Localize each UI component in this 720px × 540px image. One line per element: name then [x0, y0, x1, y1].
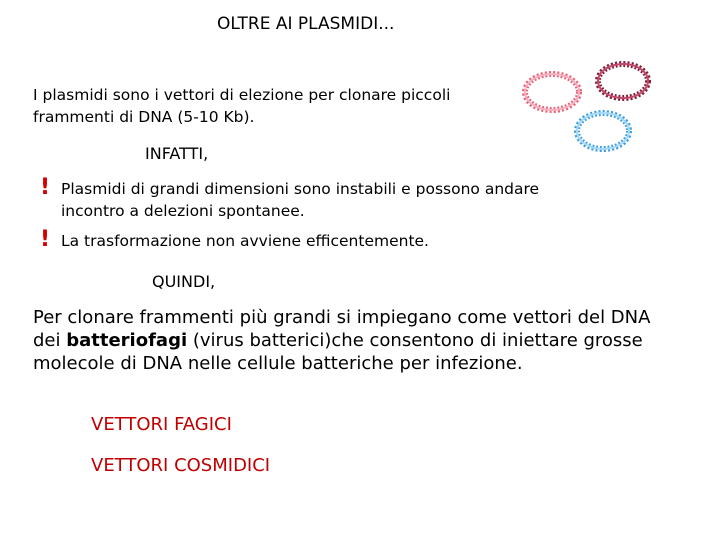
- intro-line-1: I plasmidi sono i vettori di elezione per clonare piccoli: [33, 86, 451, 104]
- paragraph-line-3: molecole di DNA nelle cellule batteriche per infezione.: [33, 353, 523, 374]
- main-paragraph: [33, 306, 650, 375]
- plasmids-illustration: [520, 56, 670, 160]
- paragraph-line-2-post: (virus batterici)che consentono di iniettare grosse: [187, 330, 643, 351]
- bullet-1-line-1: Plasmidi di grandi dimensioni sono instabili e possono andare: [61, 180, 540, 198]
- bullet-item-1: [61, 178, 539, 222]
- batteriofagi-term: batteriofagi: [66, 330, 188, 351]
- exclamation-icon: !: [40, 227, 51, 252]
- bullet-item-2: [61, 230, 429, 252]
- bullet-1-line-2: incontro a delezioni spontanee.: [61, 202, 305, 220]
- infatti-label: INFATTI,: [145, 144, 209, 163]
- paragraph-line-1: Per clonare frammenti più grandi si impiegano come vettori del DNA: [33, 307, 651, 328]
- paragraph-line-2-pre: dei: [33, 330, 67, 351]
- plasmid-dark-icon: [598, 64, 648, 98]
- intro-text: [33, 84, 450, 128]
- quindi-label: QUINDI,: [152, 272, 216, 291]
- plasmid-pink-icon: [525, 74, 579, 110]
- bullet-2-line-1: La trasformazione non avviene efficentemente.: [61, 232, 429, 250]
- vettori-fagici-heading: VETTORI FAGICI: [91, 414, 232, 435]
- plasmid-blue-icon: [577, 113, 629, 149]
- page-title: OLTRE AI PLASMIDI...: [217, 14, 395, 34]
- paragraph-line-2: [33, 329, 650, 352]
- exclamation-icon: !: [40, 175, 51, 200]
- vettori-cosmidici-heading: VETTORI COSMIDICI: [91, 455, 271, 476]
- intro-line-2: frammenti di DNA (5-10 Kb).: [33, 108, 255, 126]
